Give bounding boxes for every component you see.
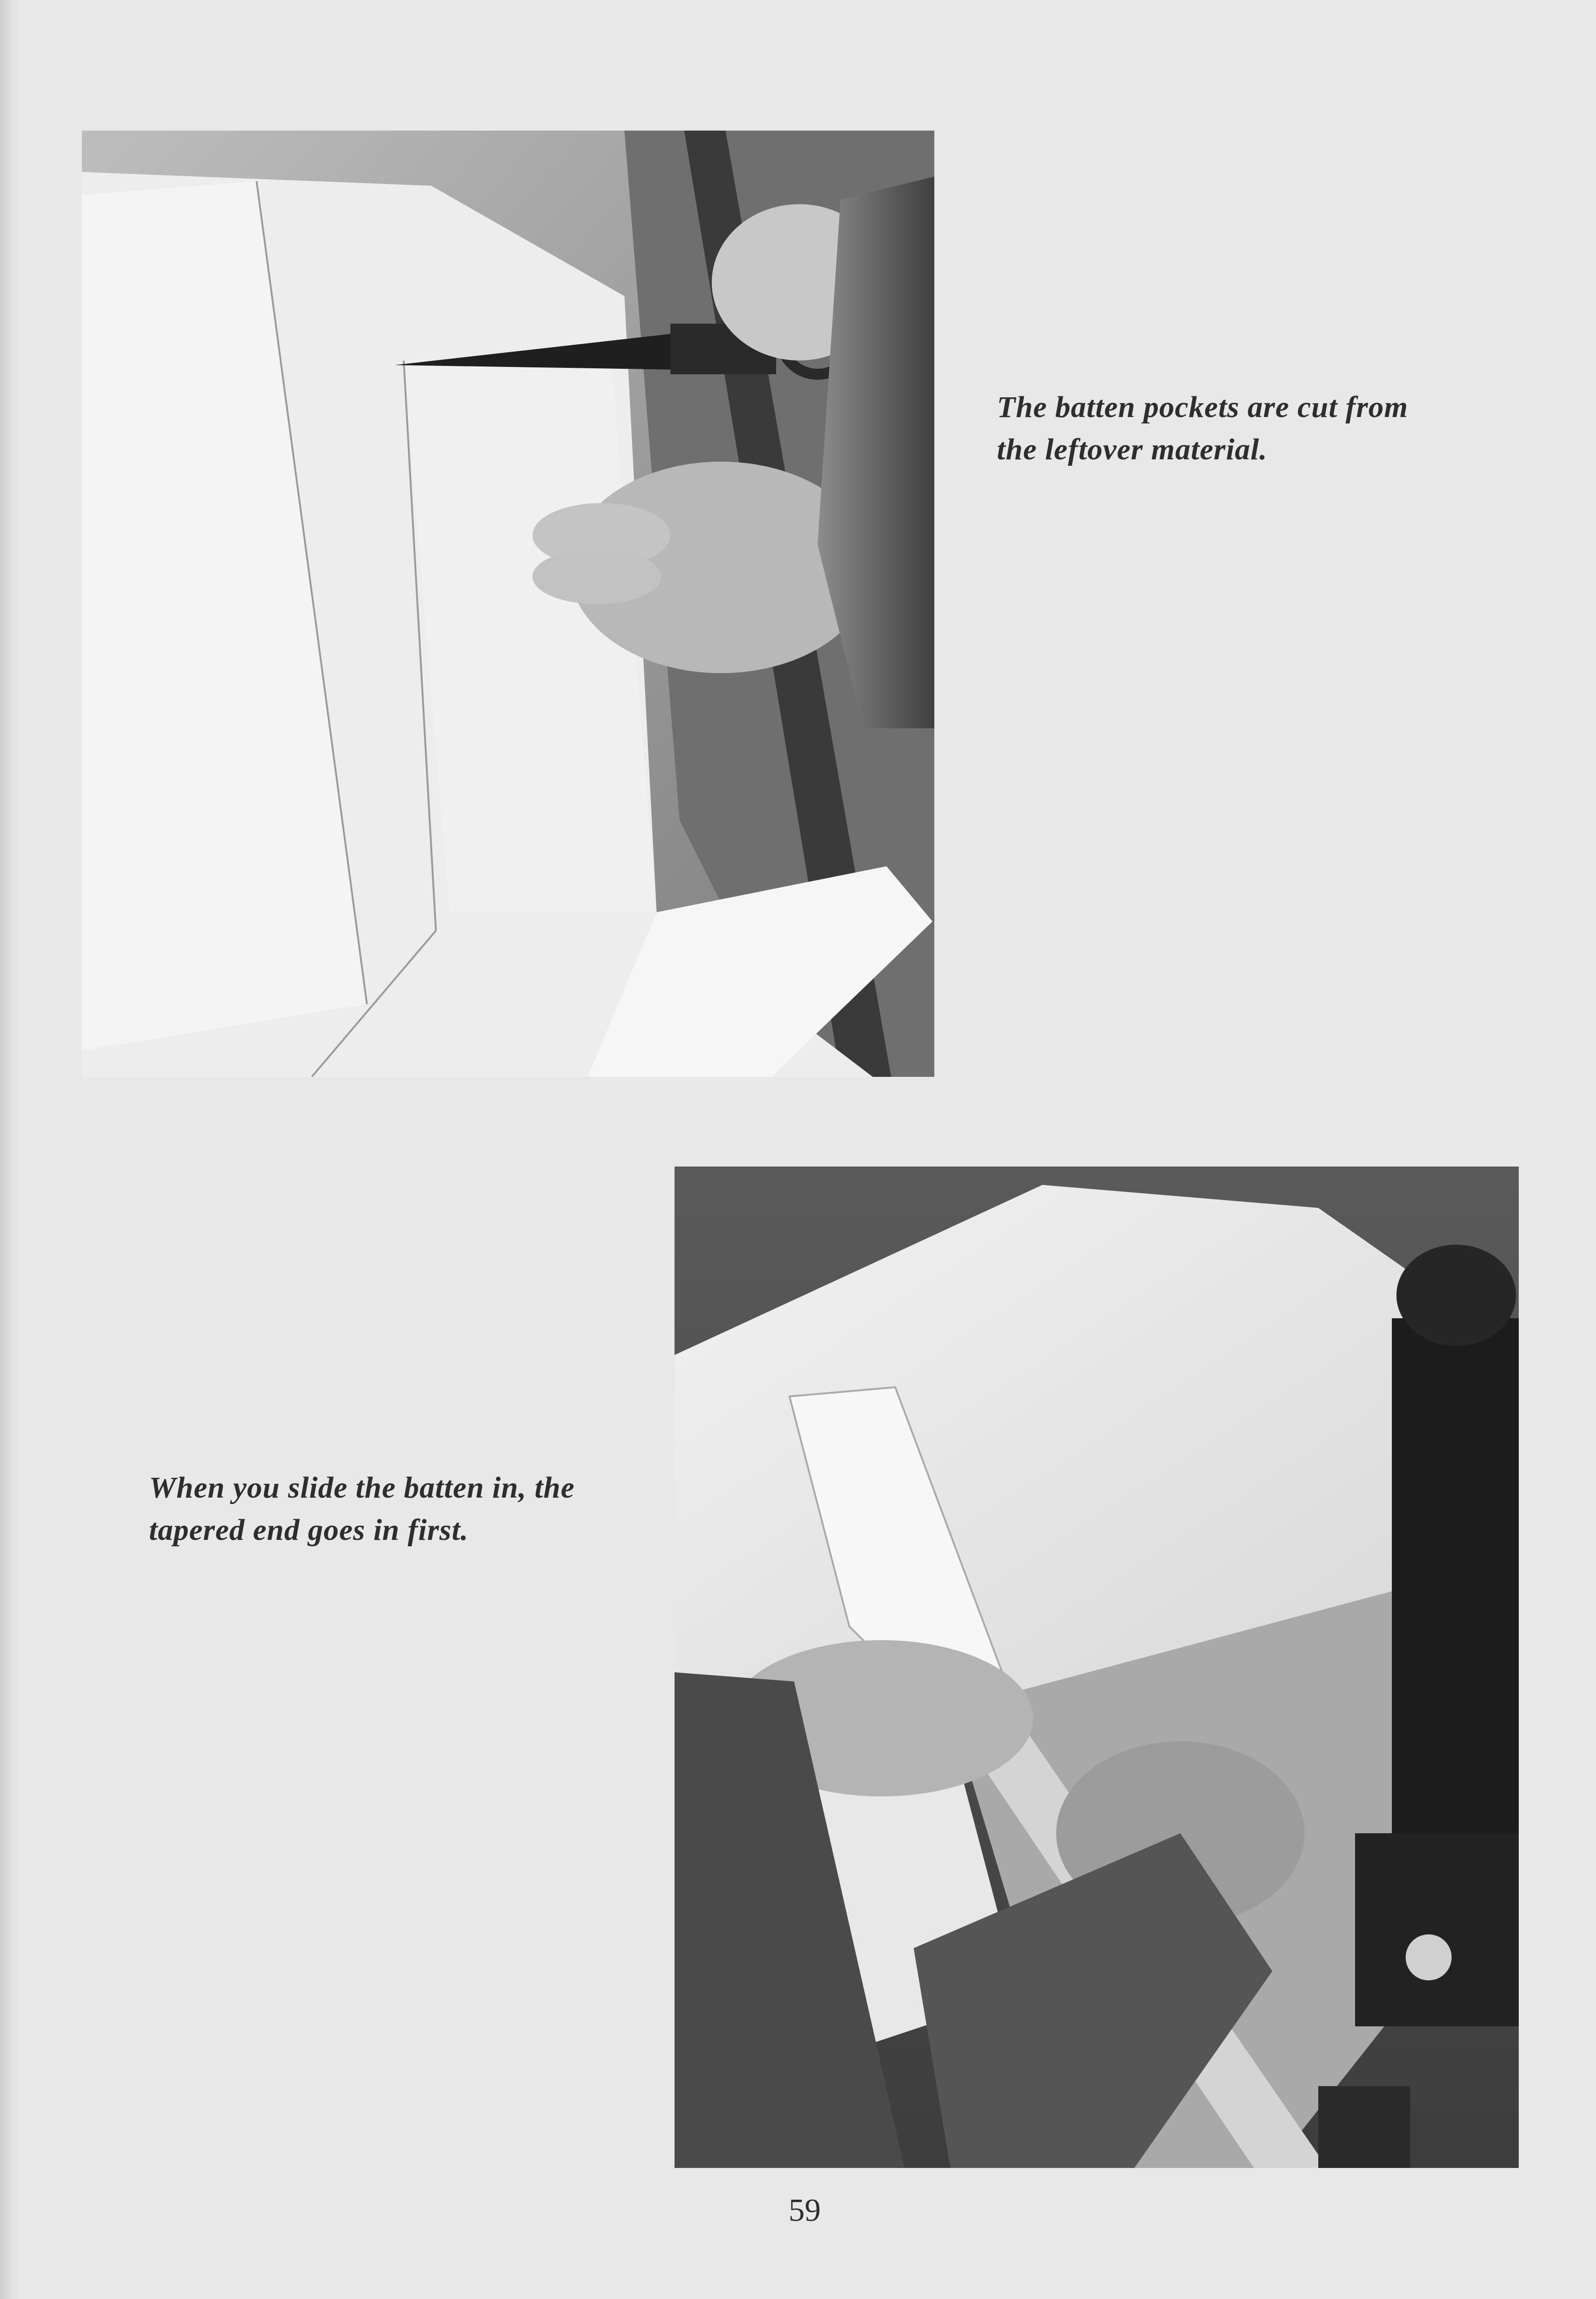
- caption-top: [997, 386, 1408, 471]
- caption-bottom-line-1: When you slide the batten in, the: [149, 1471, 575, 1504]
- page-binding-edge: [0, 0, 18, 2299]
- photo-cutting-batten-pockets: [82, 131, 934, 1077]
- caption-top-line-2: the leftover material.: [997, 433, 1268, 466]
- caption-bottom-line-2: tapered end goes in first.: [149, 1513, 469, 1547]
- page-number: 59: [789, 2193, 821, 2228]
- photo-bottom-illustration: [675, 1167, 1519, 2168]
- photo-top-illustration: [82, 131, 934, 1077]
- caption-bottom: [149, 1467, 575, 1551]
- photo-sewing-batten-pocket: [675, 1167, 1519, 2168]
- caption-top-line-1: The batten pockets are cut from: [997, 390, 1408, 424]
